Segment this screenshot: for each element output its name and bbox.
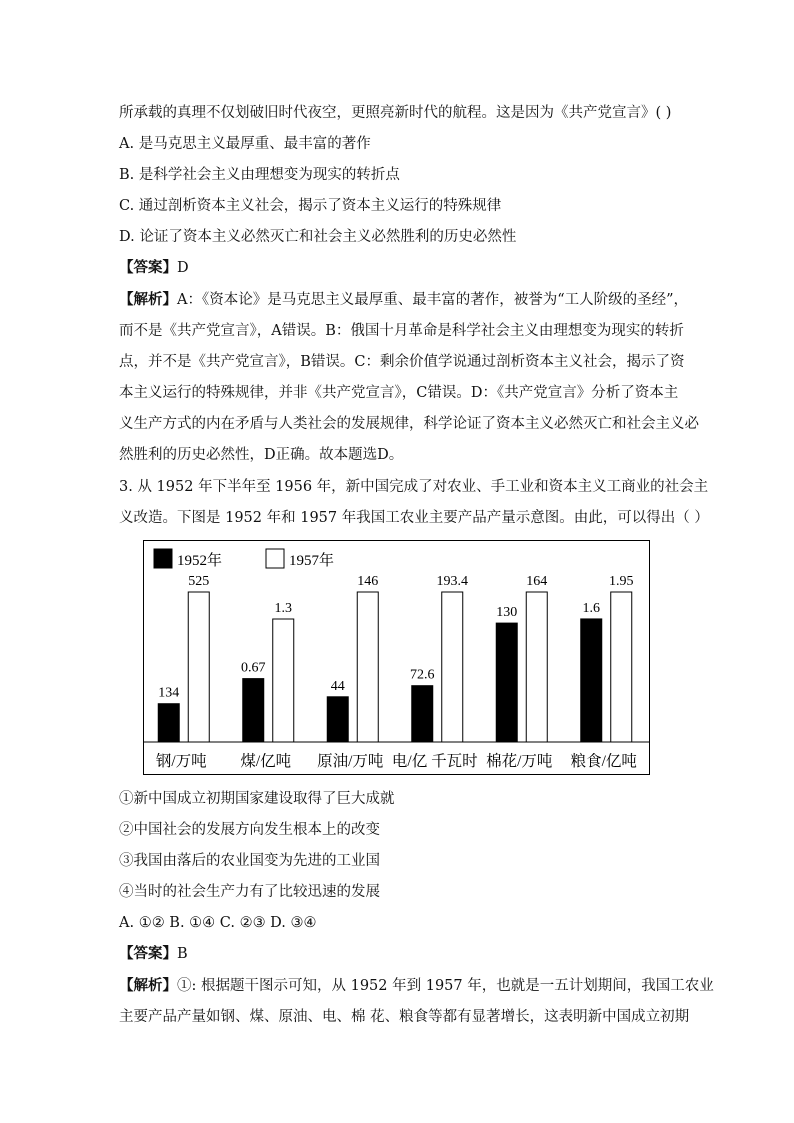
analysis-text: ①: 根据题干图示可知，从 1952 年到 1957 年，也就是一五计划期间，我国工农业 xyxy=(177,978,714,994)
value-label-1957-coal: 1.3 xyxy=(274,601,292,616)
chart-svg xyxy=(143,540,650,775)
answer-tag: 【答案】 xyxy=(119,259,177,276)
value-label-1952-coal: 0.67 xyxy=(241,660,266,676)
prev-analysis-line-5: 义生产方式的内在矛盾与人类社会的发展规律，科学论证了资本主义必然灭亡和社会主义必 xyxy=(119,416,699,432)
value-label-1957-steel: 525 xyxy=(188,574,210,589)
value-label-1957-cotton: 164 xyxy=(526,574,548,589)
bar-1952-steel xyxy=(158,704,179,742)
analysis-tag: 【解析】 xyxy=(119,291,177,308)
category-label-steel: 钢/万吨 xyxy=(155,753,207,770)
prev-question-stem: 所承载的真理不仅划破旧时代夜空，更照亮新时代的航程。这是因为《共产党宣言》( ) xyxy=(119,105,672,121)
bar-1957-grain xyxy=(611,592,632,742)
bar-1952-electricity xyxy=(412,686,433,742)
q3-statement-3: ③我国由落后的农业国变为先进的工业国 xyxy=(119,853,380,869)
legend-label-1957: 1957年 xyxy=(289,553,335,569)
bar-1957-electricity xyxy=(442,592,463,742)
category-label-crude-oil: 原油/万吨 xyxy=(317,753,384,770)
value-label-1957-electricity: 193.4 xyxy=(436,574,468,589)
prev-analysis-line-6: 然胜利的历史必然性，D正确。故本题选D。 xyxy=(119,447,404,463)
q3-statement-2: ②中国社会的发展方向发生根本上的改变 xyxy=(119,822,380,838)
value-label-1952-grain: 1.6 xyxy=(582,600,600,616)
value-label-1952-crude-oil: 44 xyxy=(330,678,345,694)
bar-1957-coal xyxy=(273,619,294,742)
bar-1957-steel xyxy=(188,592,209,742)
prev-option-b: B. 是科学社会主义由理想变为现实的转折点 xyxy=(119,167,400,183)
value-label-1957-grain: 1.95 xyxy=(609,574,634,589)
category-label-cotton: 棉花/万吨 xyxy=(486,753,553,770)
q3-statement-4: ④当时的社会生产力有了比较迅速的发展 xyxy=(119,884,380,900)
bar-1957-cotton xyxy=(526,592,547,742)
q3-stem-line-2: 义改造。下图是 1952 年和 1957 年我国工农业主要产品产量示意图。由此，可以得出（ ） xyxy=(119,510,709,526)
value-label-1952-steel: 134 xyxy=(158,685,180,701)
analysis-text: A：《资本论》是马克思主义最厚重、最丰富的著作，被誉为“工人阶级的圣经”， xyxy=(177,292,689,308)
answer-value: D xyxy=(177,260,189,276)
production-bar-chart xyxy=(143,540,650,775)
bar-1957-crude-oil xyxy=(357,592,378,742)
q3-options: A. ①② B. ①④ C. ②③ D. ③④ xyxy=(119,915,317,931)
q3-statement-1: ①新中国成立初期国家建设取得了巨大成就 xyxy=(119,791,395,807)
bar-1952-coal xyxy=(243,679,264,742)
legend-swatch-1957 xyxy=(266,549,284,568)
prev-analysis-line-1 xyxy=(119,290,689,310)
category-label-electricity: 电/亿 千瓦时 xyxy=(391,753,478,770)
prev-analysis-line-4: 本主义运行的特殊规律，并非《共产党宣言》，C错误。D：《共产党宣言》分析了资本主 xyxy=(119,385,679,401)
prev-option-d: D. 论证了资本主义必然灭亡和社会主义必然胜利的历史必然性 xyxy=(119,229,517,245)
category-label-coal: 煤/亿吨 xyxy=(240,753,292,770)
category-label-grain: 粮食/亿吨 xyxy=(570,753,637,770)
legend-label-1952: 1952年 xyxy=(177,553,223,569)
prev-answer xyxy=(119,258,679,278)
answer-tag: 【答案】 xyxy=(119,945,177,962)
chart-frame xyxy=(144,541,650,775)
q3-answer xyxy=(119,944,679,964)
value-label-1957-crude-oil: 146 xyxy=(357,574,379,589)
legend-swatch-1952 xyxy=(154,549,172,568)
prev-option-a: A. 是马克思主义最厚重、最丰富的著作 xyxy=(119,136,371,152)
q3-analysis-line-2: 主要产品产量如钢、煤、原油、电、棉 花、粮食等都有显著增长，这表明新中国成立初期 xyxy=(119,1009,690,1025)
q3-stem-line-1: 3. 从 1952 年下半年至 1956 年，新中国完成了对农业、手工业和资本主义工商业的社会主 xyxy=(119,479,709,495)
prev-option-c: C. 通过剖析资本主义社会，揭示了资本主义运行的特殊规律 xyxy=(119,198,502,214)
analysis-tag: 【解析】 xyxy=(119,977,177,994)
q3-analysis-line-1 xyxy=(119,976,714,996)
value-label-1952-cotton: 130 xyxy=(496,605,518,621)
bar-1952-crude-oil xyxy=(327,697,348,742)
bar-1952-cotton xyxy=(496,623,517,742)
answer-value: B xyxy=(177,946,188,962)
prev-analysis-line-2: 而不是《共产党宣言》，A错误。B：俄国十月革命是科学社会主义由理想变为现实的转折 xyxy=(119,323,684,339)
prev-analysis-line-3: 点，并不是《共产党宣言》，B错误。C：剩余价值学说通过剖析资本主义社会，揭示了资 xyxy=(119,354,685,370)
bar-1952-grain xyxy=(581,619,602,742)
value-label-1952-electricity: 72.6 xyxy=(410,667,435,683)
